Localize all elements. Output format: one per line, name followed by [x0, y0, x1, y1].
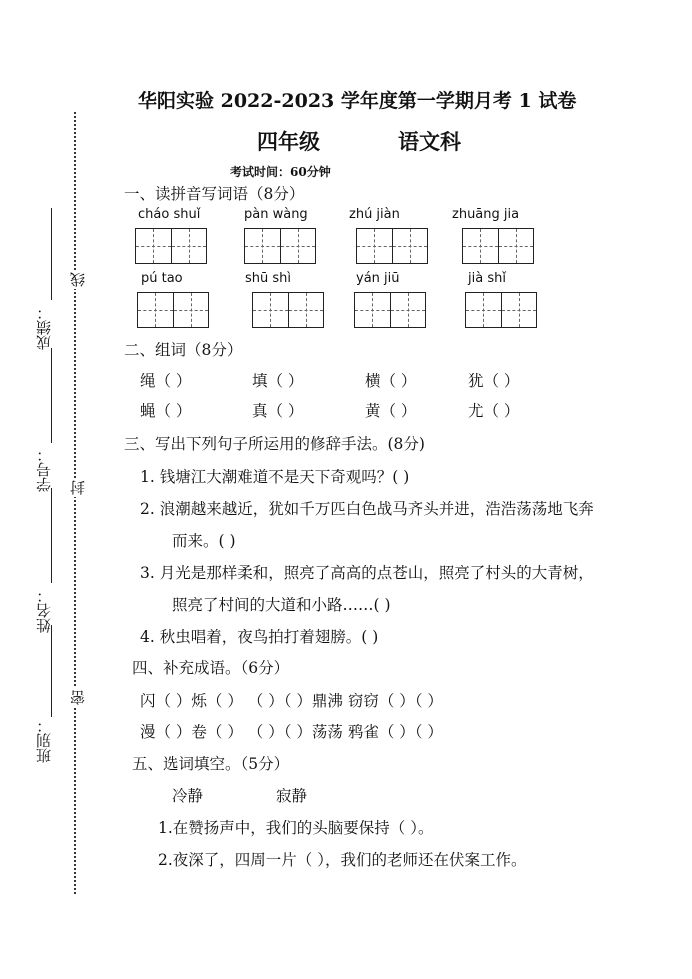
word-choice-1: 冷静 — [172, 787, 204, 805]
fill-q1[interactable]: 1.在赞扬声中，我们的头脑要保持（ ）。 — [158, 819, 434, 837]
rhetoric-q2-line2[interactable]: 而来。( ) — [172, 532, 236, 550]
rhetoric-q1[interactable]: 1. 钱塘江大潮难道不是天下奇观吗？( ) — [140, 468, 410, 486]
section-4-title: 四、补充成语。（6分） — [132, 659, 290, 677]
writing-box-6[interactable] — [252, 292, 324, 328]
writing-box-3[interactable] — [356, 228, 428, 264]
pinyin-2: pàn wàng — [244, 207, 308, 222]
exam-title: 华阳实验 2022-2023 学年度第一学期月考 1 试卷 — [138, 90, 577, 112]
pinyin-1: cháo shuǐ — [138, 207, 201, 222]
class-label: 班别： — [35, 718, 53, 763]
binding-mark-feng: 封 — [69, 480, 87, 495]
word-choice-2: 寂静 — [276, 787, 308, 805]
rhetoric-q3-line1: 3. 月光是那样柔和，照亮了高高的点苍山，照亮了村头的大青树， — [140, 564, 594, 582]
rhetoric-q4[interactable]: 4. 秋虫唱着，夜鸟拍打着翅膀。( ) — [140, 628, 379, 646]
grade-label: 四年级 — [257, 129, 320, 154]
word-item-5[interactable]: 蝇（ ） — [140, 402, 192, 420]
binding-mark-mi: 密 — [69, 690, 87, 705]
rhetoric-q2-line1: 2. 浪潮越来越近，犹如千万匹白色战马齐头并进，浩浩荡荡地飞奔 — [140, 500, 594, 518]
class-line — [51, 625, 52, 717]
word-item-4[interactable]: 犹（ ） — [468, 372, 520, 390]
exam-time: 考试时间：60分钟 — [230, 165, 331, 179]
pinyin-6: shū shì — [245, 271, 292, 286]
writing-box-8[interactable] — [465, 292, 537, 328]
idiom-row-2[interactable]: 漫（ ）卷（ ） （ ）（ ）荡荡 鸦雀（ ）（ ） — [140, 723, 443, 741]
section-3-title: 三、写出下列句子所运用的修辞手法。(8分) — [124, 435, 425, 453]
name-label: 姓名： — [35, 588, 53, 633]
fill-q2[interactable]: 2.夜深了，四周一片（ ），我们的老师还在伏案工作。 — [158, 851, 527, 869]
idiom-row-1[interactable]: 闪（ ）烁（ ） （ ）（ ）鼎沸 窃窃（ ）（ ） — [140, 692, 443, 710]
word-item-8[interactable]: 尤（ ） — [468, 402, 520, 420]
score-line — [51, 208, 52, 300]
word-item-1[interactable]: 绳（ ） — [140, 372, 192, 390]
pinyin-4: zhuāng jia — [452, 207, 520, 222]
writing-box-1[interactable] — [135, 228, 207, 264]
section-2-title: 二、组词（8分） — [124, 341, 243, 359]
word-item-7[interactable]: 黄（ ） — [365, 402, 417, 420]
binding-dotted-line — [74, 112, 76, 894]
name-line — [51, 488, 52, 583]
writing-box-5[interactable] — [137, 292, 209, 328]
writing-box-7[interactable] — [354, 292, 426, 328]
writing-box-4[interactable] — [462, 228, 534, 264]
pinyin-8: jià shǐ — [468, 271, 506, 286]
section-5-title: 五、选词填空。（5分） — [132, 755, 290, 773]
pinyin-5: pú tao — [141, 271, 183, 286]
rhetoric-q3-line2[interactable]: 照亮了村间的大道和小路……( ) — [172, 596, 391, 614]
student-id-line — [51, 348, 52, 443]
subject-label: 语文科 — [398, 129, 461, 154]
student-id-label: 学号： — [35, 447, 53, 492]
pinyin-7: yán jiū — [356, 271, 400, 286]
pinyin-3: zhú jiàn — [349, 207, 400, 222]
word-item-3[interactable]: 横（ ） — [365, 372, 417, 390]
writing-box-2[interactable] — [244, 228, 316, 264]
word-item-2[interactable]: 填（ ） — [252, 372, 304, 390]
word-item-6[interactable]: 真（ ） — [252, 402, 304, 420]
section-1-title: 一、读拼音写词语（8分） — [124, 185, 305, 203]
binding-mark-xian: 线 — [69, 272, 87, 287]
score-label: 成绩： — [35, 305, 53, 350]
